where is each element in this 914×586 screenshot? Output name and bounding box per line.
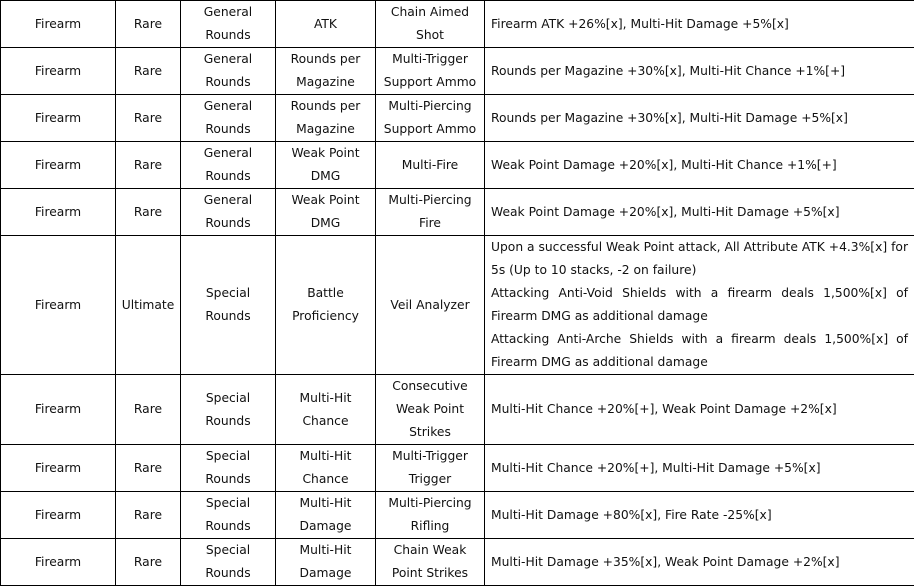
module-type-cell: Firearm (1, 48, 116, 95)
rarity-cell: Rare (116, 48, 181, 95)
table-row (1, 539, 914, 586)
category-cell: Battle Proficiency (276, 236, 376, 375)
module-name-cell: Chain Weak Point Strikes (376, 539, 485, 586)
category-cell: Rounds per Magazine (276, 48, 376, 95)
module-type-cell: Firearm (1, 445, 116, 492)
effect-cell (485, 142, 914, 189)
rarity-cell: Rare (116, 95, 181, 142)
rounds-cell: Special Rounds (181, 445, 276, 492)
category-cell: ATK (276, 1, 376, 48)
category-cell: Rounds per Magazine (276, 95, 376, 142)
rarity-cell: Rare (116, 142, 181, 189)
effect-cell (485, 189, 914, 236)
module-name-cell: Multi-Piercing Rifling (376, 492, 485, 539)
effect-line: Rounds per Magazine +30%[x], Multi-Hit Damage +5%[x] (491, 107, 908, 130)
rounds-cell: Special Rounds (181, 236, 276, 375)
category-cell: Multi-Hit Chance (276, 375, 376, 445)
effect-line: Multi-Hit Damage +80%[x], Fire Rate -25%[x] (491, 504, 908, 527)
module-type-cell: Firearm (1, 189, 116, 236)
rarity-cell: Rare (116, 189, 181, 236)
module-name-cell: Chain Aimed Shot (376, 1, 485, 48)
effect-cell (485, 236, 914, 375)
category-cell: Multi-Hit Chance (276, 445, 376, 492)
module-name-cell: Multi-Trigger Trigger (376, 445, 485, 492)
effect-line: Attacking Anti-Arche Shields with a firearm deals 1,500%[x] of Firearm DMG as additional damage (491, 328, 908, 374)
effect-cell (485, 445, 914, 492)
table-row (1, 1, 914, 48)
effect-line: Attacking Anti-Void Shields with a firearm deals 1,500%[x] of Firearm DMG as additional damage (491, 282, 908, 328)
effect-cell (485, 539, 914, 586)
table-row (1, 95, 914, 142)
table-row (1, 236, 914, 375)
effect-cell (485, 375, 914, 445)
module-type-cell: Firearm (1, 142, 116, 189)
rounds-cell: General Rounds (181, 142, 276, 189)
category-cell: Weak Point DMG (276, 189, 376, 236)
rounds-cell: General Rounds (181, 48, 276, 95)
effect-line: Multi-Hit Chance +20%[+], Weak Point Damage +2%[x] (491, 398, 908, 421)
table-row (1, 375, 914, 445)
effect-line: Multi-Hit Chance +20%[+], Multi-Hit Damage +5%[x] (491, 457, 908, 480)
rarity-cell: Rare (116, 1, 181, 48)
rarity-cell: Rare (116, 445, 181, 492)
effect-cell (485, 492, 914, 539)
rounds-cell: Special Rounds (181, 375, 276, 445)
module-type-cell: Firearm (1, 492, 116, 539)
module-name-cell: Consecutive Weak Point Strikes (376, 375, 485, 445)
effect-cell (485, 95, 914, 142)
module-type-cell: Firearm (1, 375, 116, 445)
table-row (1, 48, 914, 95)
rounds-cell: General Rounds (181, 1, 276, 48)
module-type-cell: Firearm (1, 539, 116, 586)
module-name-cell: Multi-Piercing Support Ammo (376, 95, 485, 142)
rounds-cell: Special Rounds (181, 492, 276, 539)
module-name-cell: Multi-Fire (376, 142, 485, 189)
rarity-cell: Rare (116, 492, 181, 539)
rarity-cell: Ultimate (116, 236, 181, 375)
effect-line: Weak Point Damage +20%[x], Multi-Hit Damage +5%[x] (491, 201, 908, 224)
category-cell: Weak Point DMG (276, 142, 376, 189)
rounds-cell: Special Rounds (181, 539, 276, 586)
effect-cell (485, 1, 914, 48)
effect-line: Upon a successful Weak Point attack, All Attribute ATK +4.3%[x] for 5s (Up to 10 stacks, -2 on failure) (491, 236, 908, 282)
module-name-cell: Multi-Trigger Support Ammo (376, 48, 485, 95)
table-row (1, 492, 914, 539)
effect-cell (485, 48, 914, 95)
effect-line: Rounds per Magazine +30%[x], Multi-Hit Chance +1%[+] (491, 60, 908, 83)
module-type-cell: Firearm (1, 95, 116, 142)
module-type-cell: Firearm (1, 1, 116, 48)
rarity-cell: Rare (116, 539, 181, 586)
rounds-cell: General Rounds (181, 189, 276, 236)
category-cell: Multi-Hit Damage (276, 539, 376, 586)
module-name-cell: Multi-Piercing Fire (376, 189, 485, 236)
effect-line: Multi-Hit Damage +35%[x], Weak Point Damage +2%[x] (491, 551, 908, 574)
rounds-cell: General Rounds (181, 95, 276, 142)
effect-line: Firearm ATK +26%[x], Multi-Hit Damage +5%[x] (491, 13, 908, 36)
category-cell: Multi-Hit Damage (276, 492, 376, 539)
table-row (1, 142, 914, 189)
module-type-cell: Firearm (1, 236, 116, 375)
table-row (1, 445, 914, 492)
effect-line: Weak Point Damage +20%[x], Multi-Hit Chance +1%[+] (491, 154, 908, 177)
module-name-cell: Veil Analyzer (376, 236, 485, 375)
rarity-cell: Rare (116, 375, 181, 445)
table-row (1, 189, 914, 236)
